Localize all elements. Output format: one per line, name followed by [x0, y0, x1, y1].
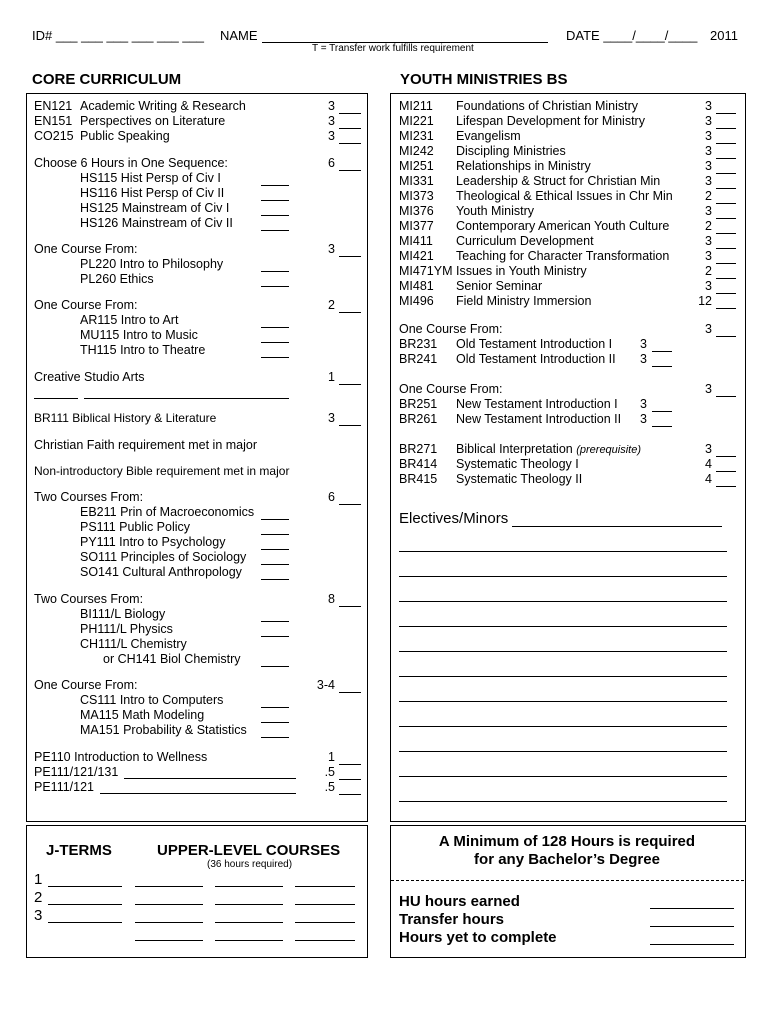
social-label: Two Courses From:: [34, 490, 144, 504]
electives-field[interactable]: [512, 526, 722, 527]
seq-label: Choose 6 Hours in One Sequence:: [34, 156, 228, 170]
jterm-field[interactable]: [48, 886, 122, 887]
grade-blank[interactable]: [652, 366, 672, 367]
ot-hours-item: 3: [640, 352, 647, 366]
science-item: or CH141 Biol Chemistry: [103, 652, 241, 666]
pe-course: PE111/121/131: [34, 765, 119, 779]
grade-blank[interactable]: [261, 564, 289, 565]
youth-course-code: MI251: [399, 159, 434, 173]
youth-course-name: Leadership & Struct for Christian Min: [456, 174, 661, 188]
remaining-hours-label: Hours yet to complete: [399, 929, 557, 946]
grade-blank[interactable]: [261, 666, 289, 667]
br111-hours: 3: [328, 411, 335, 425]
elective-line[interactable]: [399, 601, 727, 602]
elective-line[interactable]: [399, 751, 727, 752]
grade-blank[interactable]: [339, 256, 361, 257]
pe-hours: .5: [324, 765, 335, 779]
remaining-hours-field[interactable]: [650, 944, 734, 945]
bible-note: Non-introductory Bible requirement met in major: [34, 464, 290, 478]
pe-hours: 1: [328, 750, 335, 764]
seq-item: HS126 Mainstream of Civ II: [80, 216, 233, 230]
seq-item: HS116 Hist Persp of Civ II: [80, 186, 225, 200]
youth-course-code: MI376: [399, 204, 434, 218]
theo-name: Systematic Theology II: [456, 472, 583, 486]
grade-blank[interactable]: [261, 215, 289, 216]
grade-blank[interactable]: [339, 312, 361, 313]
pe-hours: .5: [324, 780, 335, 794]
grade-blank[interactable]: [716, 218, 736, 219]
nt-hours-item: 3: [640, 397, 647, 411]
youth-course-hours: 3: [705, 174, 712, 188]
grade-blank[interactable]: [716, 396, 736, 397]
theo-code: BR271: [399, 442, 438, 456]
youth-course-code: MI221: [399, 114, 434, 128]
jterms-title: J-TERMS: [46, 842, 112, 859]
youth-course-name: Contemporary American Youth Culture: [456, 219, 670, 233]
upper-field[interactable]: [135, 904, 203, 905]
grade-blank[interactable]: [261, 707, 289, 708]
youth-course-code: MI373: [399, 189, 434, 203]
youth-course-hours: 3: [705, 129, 712, 143]
youth-course-name: Issues in Youth Ministry: [456, 264, 587, 278]
creative-hours: 1: [328, 370, 335, 384]
youth-course-hours: 3: [705, 144, 712, 158]
grade-blank[interactable]: [339, 170, 361, 171]
math-item: MA115 Math Modeling: [80, 708, 205, 722]
grade-blank[interactable]: [716, 293, 736, 294]
name-label: NAME: [220, 28, 258, 43]
upper-field[interactable]: [135, 940, 203, 941]
math-hours: 3-4: [316, 678, 335, 692]
upper-field[interactable]: [215, 886, 283, 887]
creative-label: Creative Studio Arts: [34, 370, 145, 384]
grade-blank[interactable]: [261, 636, 289, 637]
upper-title: UPPER-LEVEL COURSES: [157, 842, 341, 859]
pe-course-field[interactable]: [100, 793, 296, 794]
grade-blank[interactable]: [339, 425, 361, 426]
upper-field[interactable]: [215, 922, 283, 923]
art-label: One Course From:: [34, 298, 138, 312]
art-item: TH115 Intro to Theatre: [80, 343, 206, 357]
grade-blank[interactable]: [716, 143, 736, 144]
youth-course-name: Curriculum Development: [456, 234, 594, 248]
ot-name: Old Testament Introduction II: [456, 352, 616, 366]
social-item: SO141 Cultural Anthropology: [80, 565, 242, 579]
grade-blank[interactable]: [716, 158, 736, 159]
jterm-number: 2: [34, 889, 43, 906]
transfer-note: T = Transfer work fulfills requirement: [312, 43, 474, 54]
youth-course-code: MI471YM: [399, 264, 453, 278]
youth-course-code: MI496: [399, 294, 434, 308]
nt-name: New Testament Introduction II: [456, 412, 622, 426]
youth-course-name: Lifespan Development for Ministry: [456, 114, 645, 128]
upper-field[interactable]: [215, 940, 283, 941]
youth-course-code: MI481: [399, 279, 434, 293]
youth-course-name: Field Ministry Immersion: [456, 294, 592, 308]
nt-hours-item: 3: [640, 412, 647, 426]
core-title: CORE CURRICULUM: [32, 71, 182, 88]
ot-code: BR241: [399, 352, 438, 366]
youth-course-code: MI211: [399, 99, 433, 113]
pe-course: PE111/121: [34, 780, 95, 794]
core-course: CO215: [34, 129, 74, 143]
youth-course-name: Teaching for Character Transformation: [456, 249, 670, 263]
elective-line[interactable]: [399, 801, 727, 802]
social-item: PS111 Public Policy: [80, 520, 191, 534]
elective-line[interactable]: [399, 551, 727, 552]
theo-hours: 4: [705, 457, 712, 471]
jterm-number: 3: [34, 907, 43, 924]
grade-blank[interactable]: [716, 486, 736, 487]
jterm-field[interactable]: [48, 922, 122, 923]
grade-blank[interactable]: [339, 779, 361, 780]
youth-course-hours: 3: [705, 249, 712, 263]
core-hours: 3: [328, 114, 335, 128]
grade-blank[interactable]: [716, 471, 736, 472]
math-label: One Course From:: [34, 678, 138, 692]
youth-course-name: Senior Seminar: [456, 279, 543, 293]
grade-blank[interactable]: [652, 426, 672, 427]
core-hours: 3: [328, 129, 335, 143]
seq-hours: 6: [328, 156, 335, 170]
pe-course: PE110 Introduction to Wellness: [34, 750, 208, 764]
upper-note: (36 hours required): [207, 859, 293, 870]
grade-blank[interactable]: [261, 519, 289, 520]
grade-blank[interactable]: [261, 342, 289, 343]
grade-blank[interactable]: [34, 398, 78, 399]
grade-blank[interactable]: [261, 271, 289, 272]
youth-course-hours: 3: [705, 234, 712, 248]
seq-item: HS125 Mainstream of Civ I: [80, 201, 230, 215]
math-item: CS111 Intro to Computers: [80, 693, 224, 707]
youth-course-hours: 3: [705, 204, 712, 218]
grade-blank[interactable]: [261, 621, 289, 622]
grade-blank[interactable]: [261, 200, 289, 201]
grade-blank[interactable]: [716, 173, 736, 174]
upper-field[interactable]: [135, 886, 203, 887]
upper-field[interactable]: [135, 922, 203, 923]
phil-item: PL260 Ethics: [80, 272, 154, 286]
theo-note: (prerequisite): [576, 444, 642, 456]
social-hours: 6: [328, 490, 335, 504]
grade-blank[interactable]: [339, 606, 361, 607]
phil-label: One Course From:: [34, 242, 138, 256]
grade-blank[interactable]: [716, 203, 736, 204]
grade-blank[interactable]: [339, 764, 361, 765]
art-hours: 2: [328, 298, 335, 312]
phil-hours: 3: [328, 242, 335, 256]
hu-hours-label: HU hours earned: [399, 893, 520, 910]
jterm-number: 1: [34, 871, 43, 888]
hu-hours-field[interactable]: [650, 908, 734, 909]
grade-blank[interactable]: [339, 113, 361, 114]
youth-course-code: MI231: [399, 129, 434, 143]
grade-blank[interactable]: [716, 188, 736, 189]
phil-item: PL220 Intro to Philosophy: [80, 257, 224, 271]
nt-label: One Course From:: [399, 382, 503, 396]
date-field[interactable]: DATE ____/____/____: [566, 28, 698, 43]
year: 2011: [710, 28, 738, 43]
grade-blank[interactable]: [261, 185, 289, 186]
ot-label: One Course From:: [399, 322, 503, 336]
science-item: CH111/L Chemistry: [80, 637, 187, 651]
youth-course-code: MI242: [399, 144, 434, 158]
totals-divider: [391, 880, 744, 881]
grade-blank[interactable]: [261, 357, 289, 358]
minimum-line1: A Minimum of 128 Hours is required: [438, 833, 696, 850]
ot-name: Old Testament Introduction I: [456, 337, 613, 351]
youth-course-code: MI411: [399, 234, 433, 248]
youth-course-hours: 3: [705, 279, 712, 293]
grade-blank[interactable]: [716, 336, 736, 337]
core-hours: 3: [328, 99, 335, 113]
transfer-hours-label: Transfer hours: [399, 911, 505, 928]
youth-course-code: MI331: [399, 174, 434, 188]
theo-hours: 3: [705, 442, 712, 456]
grade-blank[interactable]: [716, 233, 736, 234]
science-hours: 8: [328, 592, 335, 606]
core-course: EN121: [34, 99, 73, 113]
upper-field[interactable]: [295, 922, 355, 923]
electives-label: Electives/Minors: [399, 510, 509, 527]
youth-course-name: Foundations of Christian Ministry: [456, 99, 639, 113]
nt-code: BR251: [399, 397, 438, 411]
ot-code: BR231: [399, 337, 438, 351]
grade-blank[interactable]: [261, 737, 289, 738]
theo-hours: 4: [705, 472, 712, 486]
grade-blank[interactable]: [716, 456, 736, 457]
upper-field[interactable]: [295, 940, 355, 941]
minimum-line2: for any Bachelor’s Degree: [474, 851, 660, 868]
grade-blank[interactable]: [261, 549, 289, 550]
id-field[interactable]: ID# ___ ___ ___ ___ ___ ___: [32, 28, 205, 43]
upper-field[interactable]: [295, 904, 355, 905]
grade-blank[interactable]: [716, 248, 736, 249]
core-course: EN151: [34, 114, 73, 128]
grade-blank[interactable]: [716, 278, 736, 279]
core-course-name: Perspectives on Literature: [80, 114, 226, 128]
science-item: PH111/L Physics: [80, 622, 173, 636]
grade-blank[interactable]: [261, 722, 289, 723]
grade-blank[interactable]: [339, 692, 361, 693]
nt-hours: 3: [705, 382, 712, 396]
elective-line[interactable]: [399, 676, 727, 677]
math-item: MA151 Probability & Statistics: [80, 723, 247, 737]
grade-blank[interactable]: [716, 263, 736, 264]
youth-course-hours: 12: [698, 294, 712, 308]
grade-blank[interactable]: [339, 384, 361, 385]
creative-course-field[interactable]: [84, 398, 289, 399]
youth-course-code: MI377: [399, 219, 434, 233]
social-item: EB211 Prin of Macroeconomics: [80, 505, 255, 519]
elective-line[interactable]: [399, 626, 727, 627]
youth-course-hours: 2: [705, 219, 712, 233]
seq-item: HS115 Hist Persp of Civ I: [80, 171, 221, 185]
theo-code: BR415: [399, 472, 438, 486]
nt-name: New Testament Introduction I: [456, 397, 618, 411]
theo-code: BR414: [399, 457, 438, 471]
theo-name: [456, 442, 641, 456]
core-course-name: Public Speaking: [80, 129, 170, 143]
youth-course-hours: 3: [705, 159, 712, 173]
grade-blank[interactable]: [261, 230, 289, 231]
grade-blank[interactable]: [716, 128, 736, 129]
transfer-hours-field[interactable]: [650, 926, 734, 927]
youth-course-name: Relationships in Ministry: [456, 159, 591, 173]
grade-blank[interactable]: [261, 327, 289, 328]
youth-course-name: Evangelism: [456, 129, 521, 143]
art-item: AR115 Intro to Art: [80, 313, 179, 327]
ot-hours: 3: [705, 322, 712, 336]
grade-blank[interactable]: [339, 504, 361, 505]
youth-title: YOUTH MINISTRIES BS: [400, 71, 568, 88]
upper-field[interactable]: [215, 904, 283, 905]
faith-note: Christian Faith requirement met in major: [34, 438, 257, 452]
br111: BR111 Biblical History & Literature: [34, 411, 217, 425]
social-item: PY111 Intro to Psychology: [80, 535, 226, 549]
grade-blank[interactable]: [716, 113, 736, 114]
grade-blank[interactable]: [339, 794, 361, 795]
youth-course-code: MI421: [399, 249, 434, 263]
nt-code: BR261: [399, 412, 438, 426]
ot-hours-item: 3: [640, 337, 647, 351]
science-label: Two Courses From:: [34, 592, 144, 606]
youth-course-hours: 3: [705, 114, 712, 128]
elective-line[interactable]: [399, 701, 727, 702]
youth-course-name: Theological & Ethical Issues in Chr Min: [456, 189, 673, 203]
grade-blank[interactable]: [652, 351, 672, 352]
elective-line[interactable]: [399, 776, 727, 777]
theo-name: Systematic Theology I: [456, 457, 579, 471]
upper-field[interactable]: [295, 886, 355, 887]
social-item: SO111 Principles of Sociology: [80, 550, 247, 564]
grade-blank[interactable]: [261, 579, 289, 580]
theo-name-text: Biblical Interpretation: [456, 442, 573, 456]
science-item: BI111/L Biology: [80, 607, 166, 621]
grade-blank[interactable]: [339, 143, 361, 144]
youth-course-hours: 2: [705, 189, 712, 203]
core-course-name: Academic Writing & Research: [80, 99, 246, 113]
elective-line[interactable]: [399, 576, 727, 577]
pe-course-field[interactable]: [124, 778, 296, 779]
youth-course-name: Youth Ministry: [456, 204, 535, 218]
grade-blank[interactable]: [261, 534, 289, 535]
elective-line[interactable]: [399, 651, 727, 652]
grade-blank[interactable]: [716, 308, 736, 309]
youth-course-hours: 2: [705, 264, 712, 278]
youth-course-name: Discipling Ministries: [456, 144, 566, 158]
grade-blank[interactable]: [652, 411, 672, 412]
jterm-field[interactable]: [48, 904, 122, 905]
grade-blank[interactable]: [261, 286, 289, 287]
art-item: MU115 Intro to Music: [80, 328, 198, 342]
grade-blank[interactable]: [339, 128, 361, 129]
elective-line[interactable]: [399, 726, 727, 727]
youth-course-hours: 3: [705, 99, 712, 113]
